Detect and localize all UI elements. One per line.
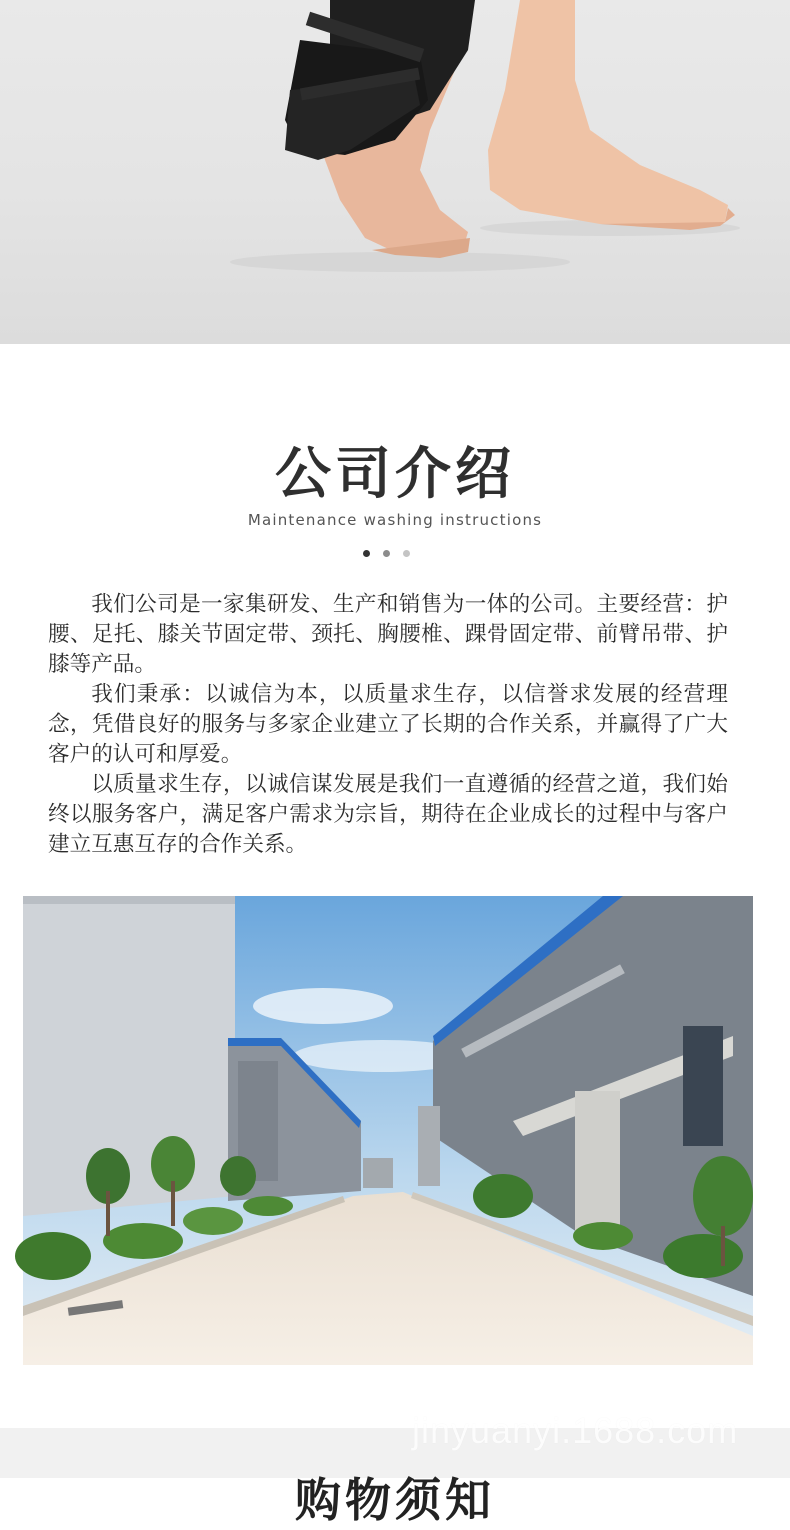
intro-paragraph-2: 我们秉承：以诚信为本，以质量求生存，以信誉求发展的经营理念，凭借良好的服务与多家企业建立了长期的合作关系，并赢得了广大客户的认可和厚爱。: [48, 682, 728, 767]
dot-1: [363, 550, 370, 557]
dot-2: [383, 550, 390, 557]
intro-paragraph-1: 我们公司是一家集研发、生产和销售为一体的公司。主要经营：护腰、足托、膝关节固定带、颈托、胸腰椎、踝骨固定带、前臂吊带、护膝等产品。: [48, 592, 728, 677]
intro-paragraph-3: 以质量求生存，以诚信谋发展是我们一直遵循的经营之道，我们始终以服务客户，满足客户需求为宗旨，期待在企业成长的过程中与客户建立互惠互存的合作关系。: [48, 772, 728, 857]
factory-illustration: [23, 896, 753, 1365]
dot-3: [403, 550, 410, 557]
company-intro-text: [48, 590, 728, 860]
factory-photo: [23, 896, 753, 1365]
section-title: 公司介绍: [275, 442, 515, 507]
shopping-notice-title: 购物须知: [295, 1473, 495, 1527]
product-photo-ankle-brace: [0, 0, 790, 344]
decorative-dots: [363, 550, 410, 557]
store-watermark: jinyuanyi.1688.com: [412, 1410, 739, 1451]
ankle-brace-illustration: [0, 0, 790, 344]
section-subtitle: Maintenance washing instructions: [247, 511, 543, 529]
